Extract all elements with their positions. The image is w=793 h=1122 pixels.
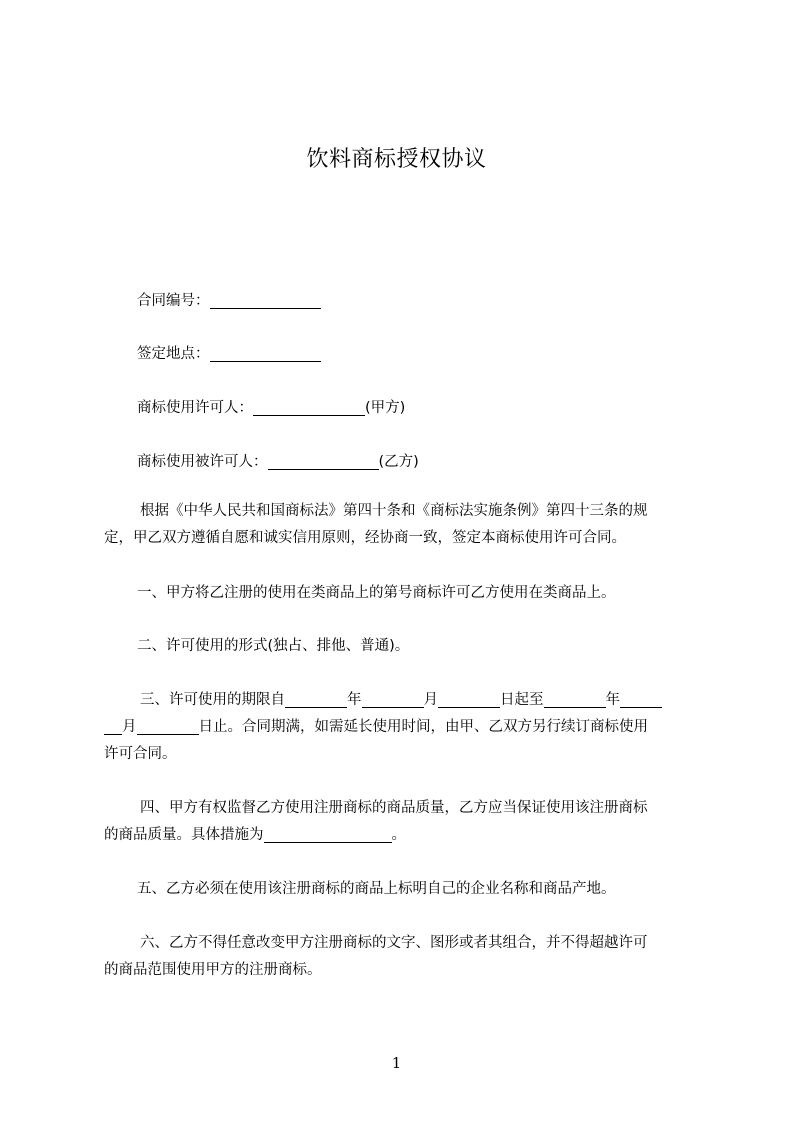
clause-4-prefix: 的商品质量。具体措施为	[104, 827, 264, 843]
clause-4-suffix: 。	[391, 827, 406, 843]
clause-1: 一、甲方将乙注册的使用在类商品上的第号商标许可乙方使用在类商品上。	[137, 585, 616, 601]
clause-4-line-1: 四、甲方有权监督乙方使用注册商标的商品质量，乙方应当保证使用该注册商标	[140, 800, 648, 816]
clause-5: 五、乙方必须在使用该注册商标的商品上标明自己的企业名称和商品产地。	[137, 881, 616, 897]
contract-number-field	[104, 288, 735, 315]
month-label: 月	[122, 719, 137, 735]
clause-3	[104, 687, 702, 768]
licensee-field	[104, 449, 735, 476]
clause-6-line-2: 的商品范围使用甲方的注册商标。	[104, 962, 322, 978]
sign-place-blank[interactable]	[210, 345, 321, 362]
licensor-blank[interactable]	[253, 399, 365, 416]
year-label: 年	[347, 692, 362, 708]
licensor-suffix: (甲方)	[365, 400, 406, 416]
clause-6-line-1: 六、乙方不得任意改变甲方注册商标的文字、图形或者其组合，并不得超越许可	[140, 935, 648, 951]
clause-3-line-1	[104, 687, 702, 714]
clause-4-line-2	[104, 822, 702, 849]
end-day-blank[interactable]	[137, 718, 199, 735]
sign-place-label: 签定地点：	[137, 346, 210, 362]
contract-number-label: 合同编号：	[137, 293, 210, 309]
intro-paragraph	[104, 498, 702, 552]
contract-number-blank[interactable]	[210, 292, 321, 309]
document-title: 饮料商标授权协议	[306, 147, 487, 172]
end-month-blank-part2[interactable]	[104, 718, 122, 735]
end-month-blank-part1[interactable]	[620, 691, 662, 708]
intro-line-1: 根据《中华人民共和国商标法》第四十条和《商标法实施条例》第四十三条的规	[140, 503, 648, 519]
clause-3-prefix: 三、许可使用的期限自	[140, 692, 285, 708]
clause-3-line-3: 许可合同。	[104, 746, 177, 762]
clause-3-end: 日止。合同期满，如需延长使用时间，由甲、乙双方另行续订商标使用	[198, 719, 648, 735]
clause-3-line-2	[104, 714, 702, 741]
year-label: 年	[605, 692, 620, 708]
sign-place-field	[104, 341, 735, 368]
licensor-field	[104, 395, 735, 422]
intro-line-2: 定，甲乙双方遵循自愿和诚实信用原则，经协商一致，签定本商标使用许可合同。	[104, 530, 626, 546]
month-label: 月	[423, 692, 438, 708]
licensee-suffix: (乙方)	[378, 454, 419, 470]
clause-6	[104, 930, 702, 984]
licensee-blank[interactable]	[268, 453, 379, 470]
start-year-blank[interactable]	[285, 691, 347, 708]
licensee-label: 商标使用被许可人：	[137, 454, 268, 470]
start-day-blank[interactable]	[438, 691, 500, 708]
clause-4	[104, 795, 702, 849]
clause-2: 二、许可使用的形式(独占、排他、普通)。	[137, 638, 410, 654]
end-year-blank[interactable]	[544, 691, 606, 708]
measures-blank[interactable]	[264, 826, 392, 843]
day-to-label: 日起至	[500, 692, 544, 708]
licensor-label: 商标使用许可人：	[137, 400, 253, 416]
start-month-blank[interactable]	[362, 691, 424, 708]
page-number: 1	[391, 1054, 402, 1072]
